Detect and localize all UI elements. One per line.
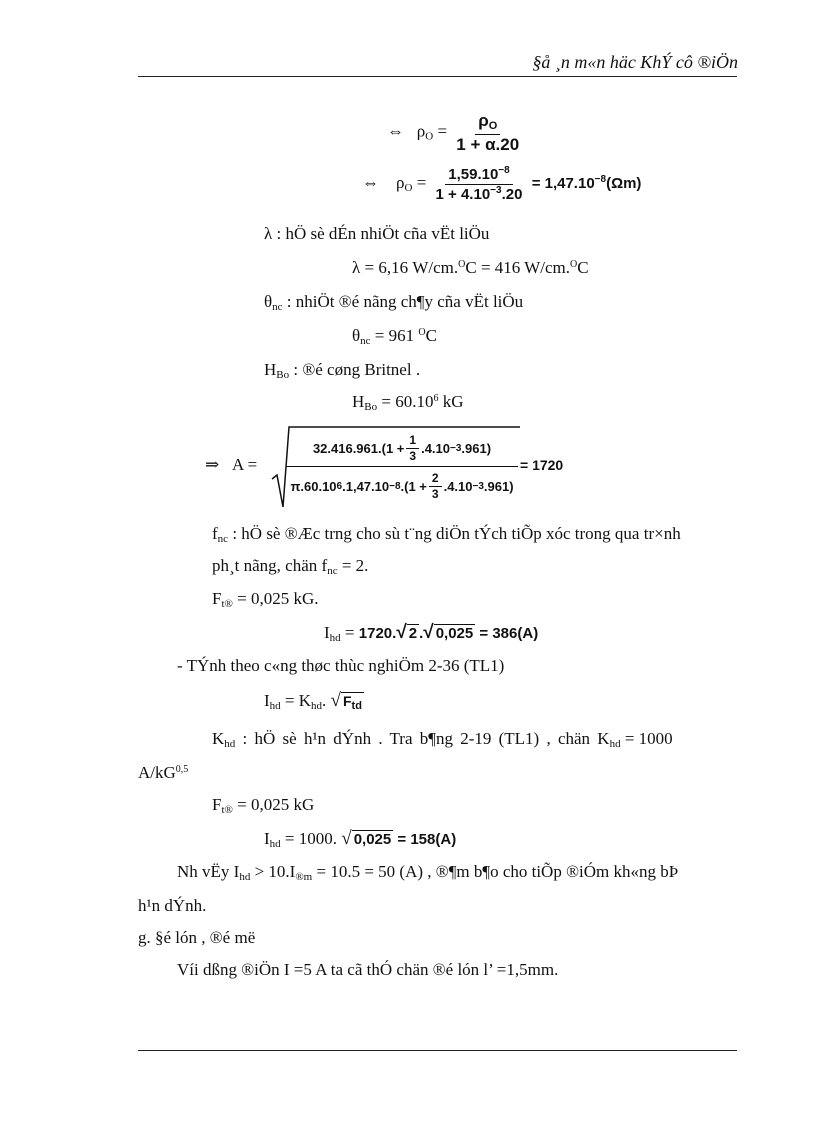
equals-k: = K bbox=[280, 691, 312, 710]
equation-rho-1 bbox=[387, 112, 524, 153]
equation-A-denominator bbox=[282, 467, 522, 505]
fnc-subscript: nc bbox=[327, 565, 338, 577]
fraction-numerator: 1,59.10 bbox=[448, 166, 499, 183]
result-exponent: −8 bbox=[594, 174, 607, 186]
khd-subscript: hd bbox=[224, 738, 236, 750]
hbo-label: : ®é cøng Britnel . bbox=[289, 360, 421, 379]
theta-subscript: nc bbox=[360, 335, 371, 347]
numerator-subscript: O bbox=[488, 120, 498, 132]
rho-symbol: ρ bbox=[416, 121, 426, 141]
fraction-denominator: 1 + α.20 bbox=[456, 134, 520, 154]
khd-symbol: K bbox=[212, 729, 225, 748]
conclusion-line1 bbox=[177, 862, 678, 883]
fnc-definition-line2 bbox=[212, 556, 368, 577]
denominator-tail: .20 bbox=[501, 185, 523, 203]
numerator-part1: 32.416.961.(1 + bbox=[312, 440, 405, 456]
ftd-subscript: t® bbox=[221, 804, 233, 816]
equation-A-numerator bbox=[282, 430, 522, 466]
root-subscript: td bbox=[351, 700, 362, 712]
theta-definition bbox=[264, 292, 523, 313]
empirical-formula-heading: - TÝnh theo c«ng thøc thùc nghiÖm 2-36 (TL1) bbox=[177, 656, 505, 675]
denominator-exponent: −3 bbox=[490, 184, 502, 196]
k-subscript: hd bbox=[311, 700, 323, 712]
rho-symbol: ρ bbox=[396, 173, 405, 193]
conclusion-part1: Nh vËy I bbox=[177, 862, 240, 881]
ihd-factor: = 1000. bbox=[280, 829, 342, 848]
degree-mark: O bbox=[418, 327, 426, 338]
iff-symbol: ⇔ bbox=[387, 121, 404, 141]
ihd-equation-2 bbox=[264, 828, 456, 850]
iff-symbol: ⇔ bbox=[362, 173, 379, 193]
sqrt-force: 0,025 bbox=[435, 625, 474, 642]
khd-value: = 1000 bbox=[620, 729, 673, 748]
implies-symbol: ⇒ bbox=[205, 455, 220, 474]
theta-symbol: θ bbox=[352, 326, 361, 345]
ftd-symbol: F bbox=[212, 795, 222, 814]
denominator-part1: π.60.10 bbox=[290, 478, 337, 494]
sqrt-icon: √ bbox=[330, 690, 341, 711]
khd-text: : hÖ sè h¹n dÝnh . Tra b¶ng 2-19 (TL1) , chän K bbox=[235, 729, 610, 748]
ihd-factor: 1720. bbox=[358, 625, 397, 642]
ihd-equation-1 bbox=[324, 622, 538, 644]
theta-subscript: nc bbox=[272, 301, 283, 313]
lambda-value-part1: λ = 6,16 W/cm. bbox=[352, 258, 459, 277]
ftd-number: = 0,025 kG. bbox=[232, 589, 319, 608]
contact-travel-line: Víi dßng ®iÖn I =5 A ta cã thÓ chän ®é lón l’ =1,5mm. bbox=[177, 960, 559, 979]
numerator-exponent: −3 bbox=[450, 442, 462, 454]
sqrt-F bbox=[341, 692, 364, 712]
section-g-heading: g. §é lón , ®é më bbox=[138, 928, 256, 947]
equation-A-result: = 1720 bbox=[520, 457, 564, 473]
result-unit: (Ωm) bbox=[606, 175, 642, 193]
hbo-definition bbox=[264, 360, 420, 381]
denominator-part5: .961) bbox=[483, 478, 514, 494]
fnc-line2-value: = 2. bbox=[337, 556, 369, 575]
ftd-symbol: F bbox=[212, 589, 222, 608]
conclusion-part3: = 10.5 = 50 (A) , ®¶m b¶o cho tiÕp ®iÓm kh«ng bÞ bbox=[312, 862, 679, 881]
ihd-symbol: I bbox=[264, 691, 270, 710]
page-header-title: §å ¸n m«n häc KhÝ cô ®iÖn bbox=[532, 52, 738, 72]
equation-rho-2 bbox=[362, 166, 641, 203]
denominator-part3: .(1 + bbox=[400, 478, 427, 494]
hbo-number: = 60.10 bbox=[377, 392, 434, 411]
hbo-subscript: Bo bbox=[276, 369, 290, 381]
lambda-definition: λ : hÖ sè dÉn nhiÖt cña vËt liÖu bbox=[264, 224, 490, 243]
ftd-subscript: t® bbox=[221, 598, 233, 610]
lambda-value bbox=[352, 258, 589, 278]
A-equals: A = bbox=[232, 455, 258, 474]
dot: . bbox=[419, 625, 424, 642]
ftd-value-1 bbox=[212, 589, 319, 610]
theta-label: : nhiÖt ®é nãng ch¶y cña vËt liÖu bbox=[282, 292, 524, 311]
degree-mark: O bbox=[570, 259, 578, 270]
denominator-part4: .4.10 bbox=[443, 478, 473, 494]
hbo-symbol: H bbox=[352, 392, 365, 411]
ihd-result: = 158(A) bbox=[393, 831, 457, 848]
sqrt-two: 2 bbox=[408, 625, 418, 642]
theta-symbol: θ bbox=[264, 292, 273, 311]
fnc-text: : hÖ sè ®Æc trng cho sù t¨ng diÖn tÝch tiÕp xóc trong qua tr×nh bbox=[228, 524, 681, 543]
ihd-subscript: hd bbox=[329, 632, 341, 644]
numerator-part3: .961) bbox=[461, 440, 492, 456]
conclusion-sub2: ®m bbox=[295, 871, 313, 883]
denominator-exp3: −3 bbox=[472, 480, 484, 492]
hbo-exponent: 6 bbox=[433, 393, 439, 404]
numerator-exponent: −8 bbox=[498, 165, 510, 176]
khd-subscript: hd bbox=[609, 738, 621, 750]
sqrt-icon: √ bbox=[341, 828, 352, 849]
khd-unit-base: A/kG bbox=[138, 763, 176, 782]
hbo-symbol: H bbox=[264, 360, 277, 379]
ftd-value-2 bbox=[212, 795, 314, 816]
khd-unit-exponent: 0,5 bbox=[175, 764, 189, 775]
ihd-symbol: I bbox=[264, 829, 270, 848]
fraction-rho bbox=[453, 112, 522, 153]
equals-sign: = bbox=[416, 173, 427, 193]
ihd-subscript: hd bbox=[269, 838, 281, 850]
khd-unit bbox=[138, 763, 188, 783]
numerator-part2: .4.10 bbox=[421, 440, 450, 456]
ihd-subscript: hd bbox=[269, 700, 281, 712]
ihd-formula bbox=[264, 690, 364, 712]
denominator-part: 1 + 4.10 bbox=[435, 185, 491, 203]
denominator-part2: .1,47.10 bbox=[342, 478, 390, 494]
equation-A-fraction bbox=[282, 430, 522, 505]
hbo-subscript: Bo bbox=[364, 401, 378, 413]
ihd-result: = 386(A) bbox=[475, 625, 539, 642]
conclusion-sub1: hd bbox=[239, 871, 251, 883]
theta-value bbox=[352, 326, 437, 347]
equation-A-lhs bbox=[205, 455, 257, 475]
degree-mark: O bbox=[458, 259, 466, 270]
dot: . bbox=[322, 691, 331, 710]
ihd-symbol: I bbox=[324, 623, 330, 642]
two-thirds-num: 2 bbox=[429, 472, 442, 487]
hbo-unit: kG bbox=[438, 392, 464, 411]
header-rule bbox=[138, 76, 737, 77]
denominator-exp2: −8 bbox=[389, 480, 401, 492]
lambda-value-part2: C = 416 W/cm. bbox=[465, 258, 571, 277]
fnc-line2-text: ph¸t nãng, chän f bbox=[212, 556, 328, 575]
equals-sign: = bbox=[437, 121, 448, 141]
sqrt-icon: √ bbox=[423, 622, 434, 643]
result-value: = 1,47.10 bbox=[531, 175, 595, 193]
root-symbol: F bbox=[342, 693, 352, 709]
conclusion-line2: h¹n dÝnh. bbox=[138, 896, 207, 915]
two-thirds-den: 3 bbox=[431, 486, 439, 501]
one-third-den: 3 bbox=[409, 448, 417, 463]
khd-definition bbox=[212, 729, 736, 750]
one-third-num: 1 bbox=[406, 434, 419, 449]
fnc-symbol: f bbox=[212, 524, 218, 543]
fnc-definition-line1 bbox=[212, 524, 681, 545]
equals-sign: = bbox=[340, 623, 359, 642]
theta-number: = 961 bbox=[370, 326, 419, 345]
conclusion-part2: > 10.I bbox=[250, 862, 296, 881]
rho-subscript: O bbox=[425, 130, 434, 143]
rho-subscript: O bbox=[404, 182, 413, 195]
hbo-value bbox=[352, 392, 464, 413]
theta-unit: C bbox=[425, 326, 437, 345]
sqrt-icon: √ bbox=[396, 622, 407, 643]
footer-rule bbox=[138, 1050, 737, 1051]
lambda-unit: C bbox=[577, 258, 589, 277]
sqrt-force: 0,025 bbox=[353, 831, 392, 848]
fnc-subscript: nc bbox=[217, 533, 229, 545]
denominator-exp1: 6 bbox=[336, 480, 343, 492]
ftd-number: = 0,025 kG bbox=[232, 795, 315, 814]
fraction-rho-value bbox=[433, 166, 526, 203]
fraction-numerator: ρ bbox=[478, 111, 489, 130]
